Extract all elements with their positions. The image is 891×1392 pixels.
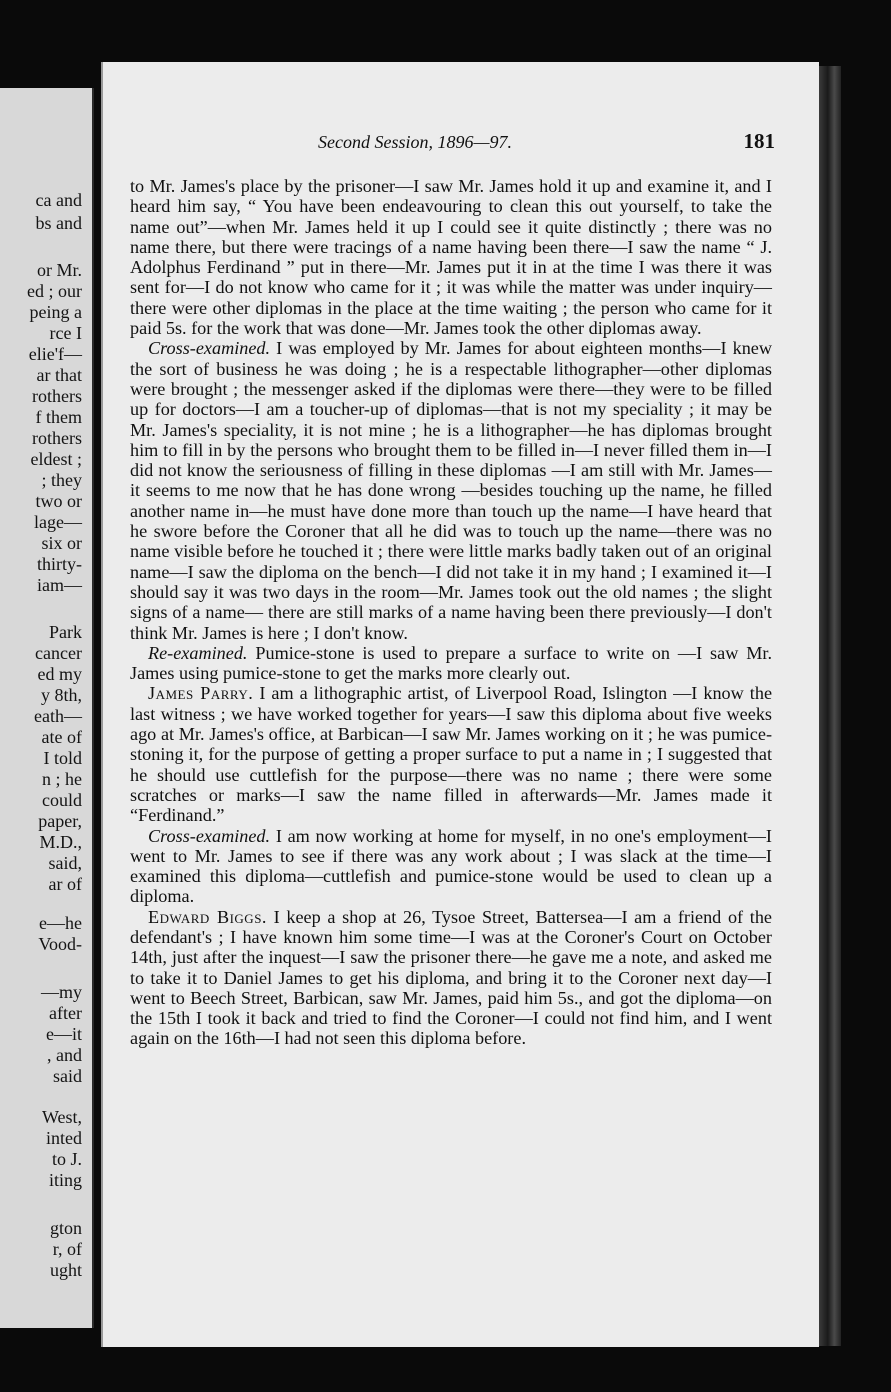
- paragraph: [130, 338, 772, 642]
- paragraph-text: I am a lithographic artist, of Liverpool Road, Islington —I know the last witness ; we have worked together for years—I saw this diploma about five weeks ago at Mr. James's office, at Barbican—I saw Mr. James working on it ; he was pumice-stoning it, for the purpose of getting a proper surface to put a name in ; I suggested that he should use cuttlefish for the purpose—there was no name ; there were some scratches or marks—I saw the name filled in afterwards—Mr. James made it “Ferdinand.”: [130, 683, 773, 826]
- left-fragment: ar that: [36, 365, 82, 385]
- left-fragment: peing a: [29, 302, 82, 322]
- paragraph: [130, 176, 772, 338]
- left-fragment: ed my: [37, 664, 82, 684]
- left-fragment: e—it: [46, 1024, 82, 1044]
- left-fragment: inted: [46, 1128, 82, 1148]
- paragraph-lead: James Parry.: [148, 683, 254, 704]
- left-fragment: —my: [40, 982, 82, 1002]
- left-fragment: said: [53, 1066, 82, 1086]
- left-fragment: ed ; our: [27, 281, 82, 301]
- left-fragment: Vood-: [38, 934, 82, 954]
- left-fragment: rothers: [32, 386, 82, 406]
- left-fragment: ate of: [41, 727, 82, 747]
- paragraph-lead: Cross-examined.: [148, 338, 271, 359]
- left-fragment: lage—: [34, 512, 82, 532]
- paragraph: [130, 907, 772, 1049]
- left-fragment: ; they: [41, 470, 82, 490]
- paragraph-text: I was employed by Mr. James for about eighteen months—I knew the sort of business he was doing ; he is a respectable lithographer—other diplomas were brought ; the messenger asked if the diplomas were there—they were to be filled up for doctors—I am a toucher-up of diplomas—that is not my speciality ; it may be Mr. James's speciality, it is not mine ; he is a lithographer—he has diplomas brought him to fill in by the persons who brought them to be filled in—I never filled them in—I did not know the seriousness of filling in these diplomas —I am still with Mr. James—it seems to me now that he has done wrong —besides touching up the name, he filled another name in—he must have done more than touch up the name—I have heard that he swore before the Coroner that all he did was to touch up the name—there was no name visible before he touched it ; there were little marks badly taken out of an original name—I saw the diploma on the bench—I did not take it in my hand ; I examined it—I should say it was two days in the room—Mr. James took out the old names ; the slight signs of a name— there are still marks of a name having been there previously—I don't think Mr. James is here ; I don't know.: [130, 338, 772, 643]
- paragraph: [130, 643, 772, 684]
- left-fragment: eath—: [34, 706, 82, 726]
- left-page-fragments: [0, 88, 92, 1328]
- paragraph-lead: Edward Biggs.: [148, 906, 267, 927]
- paragraph-text: Pumice-stone is used to prepare a surface to write on —I saw Mr. James using pumice-stone to get the marks more clearly out.: [130, 642, 773, 684]
- running-head: Second Session, 1896—97.: [318, 132, 512, 152]
- left-fragment: six or: [41, 533, 82, 553]
- left-fragment: ca and: [35, 190, 82, 210]
- paragraph: [130, 683, 772, 825]
- left-page: [0, 88, 94, 1328]
- paragraph-lead: Re-examined.: [148, 642, 248, 663]
- left-fragment: bs and: [35, 213, 82, 233]
- paragraph-text: to Mr. James's place by the prisoner—I saw Mr. James hold it up and examine it, and I heard him say, “ You have been endeavouring to clean this out yourself, to take the name out”—when Mr. James held it up I could see it quite distinctly ; there was no name there, but there were tracings of a name having been there—I saw the name “ J. Adolphus Ferdinand ” put in there—Mr. James put it in at the time I was there it was sent for—I do not know who came for it ; it was while the matter was under inquiry—there were other diplomas in the place at the time waiting ; the person who came for it paid 5s. for the work that was done—Mr. James took the other diplomas away.: [130, 176, 772, 339]
- left-fragment: Park: [49, 622, 82, 642]
- left-fragment: I told: [43, 748, 82, 768]
- left-fragment: said,: [48, 853, 82, 873]
- left-fragment: r, of: [52, 1239, 82, 1259]
- page-edge: [819, 66, 841, 1346]
- left-fragment: iam—: [37, 575, 82, 595]
- paragraph-text: I am now working at home for myself, in no one's employment—I went to Mr. James to see if there was any work about ; I was slack at the time—I examined this diploma—cuttlefish and pumice-stone would be used to clean up a diploma.: [130, 825, 772, 907]
- left-fragment: could: [42, 790, 82, 810]
- left-fragment: ar of: [48, 874, 82, 894]
- left-fragment: , and: [47, 1045, 82, 1065]
- left-fragment: to J.: [51, 1149, 82, 1169]
- left-fragment: f them: [35, 407, 82, 427]
- left-fragment: cancer: [35, 643, 82, 663]
- left-fragment: iting: [48, 1170, 82, 1190]
- left-fragment: y 8th,: [40, 685, 82, 705]
- page-header: [103, 129, 819, 162]
- left-fragment: eldest ;: [30, 449, 82, 469]
- left-fragment: or Mr.: [37, 260, 82, 280]
- paragraph-text: I keep a shop at 26, Tysoe Street, Battersea—I am a friend of the defendant's ; I have known him some time—I was at the Coroner's Court on October 14th, just after the inquest—I saw the prisoner there—he gave me a note, and asked me to take it to Daniel James to get his diploma, and bring it to the Coroner next day—I went to Beech Street, Barbican, saw Mr. James, paid him 5s., and got the diploma—on the 15th I took it back and tried to find the Coroner—I could not find him, and I went again on the 16th—I had not seen this diploma before.: [130, 906, 772, 1049]
- left-fragment: thirty-: [37, 554, 82, 574]
- left-fragment: ught: [49, 1260, 82, 1280]
- left-fragment: rothers: [32, 428, 82, 448]
- left-fragment: gton: [49, 1218, 82, 1238]
- left-fragment: e—he: [39, 913, 82, 933]
- left-fragment: M.D.,: [39, 832, 82, 852]
- left-fragment: after: [49, 1003, 82, 1023]
- left-fragment: rce I: [49, 323, 82, 343]
- paragraph: [130, 826, 772, 907]
- page-number: 181: [743, 129, 775, 153]
- paragraph-lead: Cross-examined.: [148, 825, 271, 846]
- body-text: [130, 176, 772, 1049]
- left-fragment: two or: [35, 491, 82, 511]
- left-fragment: paper,: [38, 811, 82, 831]
- left-fragment: West,: [41, 1107, 82, 1127]
- right-page: [101, 62, 819, 1347]
- left-fragment: elie'f—: [28, 344, 82, 364]
- left-fragment: n ; he: [42, 769, 82, 789]
